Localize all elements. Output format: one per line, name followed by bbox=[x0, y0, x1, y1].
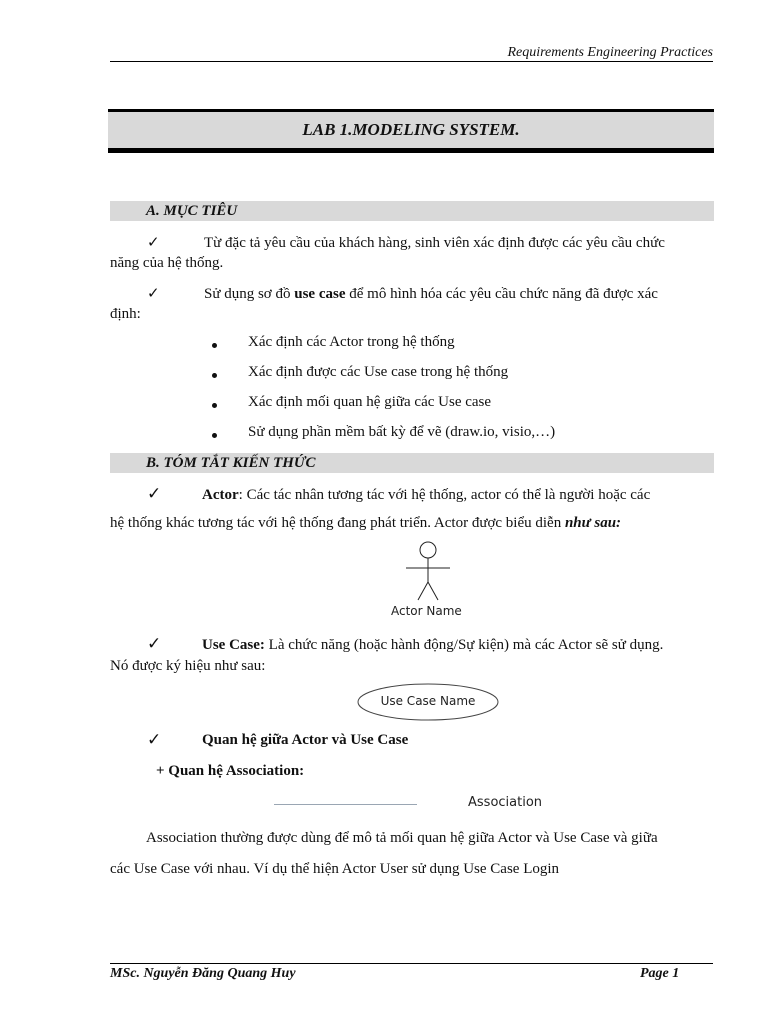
relation-heading: Quan hệ giữa Actor và Use Case bbox=[202, 732, 409, 748]
usecase-figure-caption: Use Case Name bbox=[380, 694, 476, 708]
usecase-line2: Nó được ký hiệu như sau: bbox=[110, 658, 266, 674]
running-header: Requirements Engineering Practices bbox=[507, 45, 713, 60]
goal-2-pre: Sử dụng sơ đồ bbox=[204, 286, 295, 302]
actor-term: Actor bbox=[202, 487, 239, 503]
usecase-line1-rest: Là chức năng (hoặc hành động/Sự kiện) mà các Actor sẽ sử dụng. bbox=[264, 637, 664, 653]
association-figure-caption: Association bbox=[468, 795, 543, 810]
usecase-term: Use Case: bbox=[202, 637, 265, 653]
section-b-heading bbox=[110, 453, 714, 473]
title-underline bbox=[108, 150, 714, 153]
page-title: LAB 1.MODELING SYSTEM. bbox=[108, 109, 714, 150]
actor-figure-caption: Actor Name bbox=[391, 604, 462, 618]
goal-2-bold: use case bbox=[294, 286, 346, 302]
actor-line2-pre: hệ thống khác tương tác với hệ thống đang phát triển. Actor được biểu diễn bbox=[110, 515, 565, 531]
check-icon: ✓ bbox=[147, 286, 160, 302]
list-item: Xác định được các Use case trong hệ thống bbox=[248, 364, 509, 380]
bullet-icon bbox=[212, 403, 217, 408]
section-b-heading-text: B. TÓM TẮT KIẾN THỨC bbox=[146, 455, 316, 471]
usecase-line1 bbox=[110, 635, 714, 655]
list-item: Xác định mối quan hệ giữa các Use case bbox=[248, 394, 492, 410]
list-item: Sử dụng phần mềm bất kỳ để vẽ (draw.io, visio,…) bbox=[248, 424, 556, 440]
goal-2-line1 bbox=[110, 284, 714, 304]
check-icon: ✓ bbox=[147, 235, 160, 251]
check-icon: ✓ bbox=[147, 484, 162, 503]
list-item: Xác định các Actor trong hệ thống bbox=[248, 334, 455, 350]
header-rule bbox=[110, 61, 713, 62]
bullet-icon bbox=[212, 433, 217, 438]
footer-author: MSc. Nguyễn Đăng Quang Huy bbox=[110, 966, 296, 981]
check-icon: ✓ bbox=[147, 634, 162, 653]
actor-line2 bbox=[110, 513, 714, 533]
association-line2: các Use Case với nhau. Ví dụ thể hiện Actor User sử dụng Use Case Login bbox=[110, 861, 560, 877]
goal-2-line2: định: bbox=[110, 306, 141, 322]
goal-1-line2: năng của hệ thống. bbox=[110, 255, 224, 271]
actor-line1-rest: : Các tác nhân tương tác với hệ thống, actor có thể là người hoặc các bbox=[238, 487, 651, 503]
check-icon: ✓ bbox=[147, 730, 162, 749]
page-number: Page 1 bbox=[640, 966, 680, 981]
actor-figure-icon bbox=[398, 540, 458, 605]
bullet-icon bbox=[212, 373, 217, 378]
bullet-icon bbox=[212, 343, 217, 348]
goal-2-post: để mô hình hóa các yêu cầu chức năng đã được xác bbox=[345, 286, 658, 302]
section-a-heading bbox=[110, 201, 714, 221]
actor-line1 bbox=[110, 485, 714, 505]
association-subheading: + Quan hệ Association: bbox=[156, 763, 305, 779]
goal-1-line1: Từ đặc tả yêu cầu của khách hàng, sinh viên xác định được các yêu cầu chức bbox=[204, 235, 665, 251]
section-a-heading-text: A. MỤC TIÊU bbox=[146, 203, 238, 219]
footer-rule bbox=[110, 963, 713, 964]
association-line bbox=[274, 804, 417, 805]
actor-line2-em: như sau: bbox=[564, 515, 622, 531]
association-line1: Association thường được dùng để mô tả mối quan hệ giữa Actor và Use Case và giữa bbox=[146, 830, 658, 846]
